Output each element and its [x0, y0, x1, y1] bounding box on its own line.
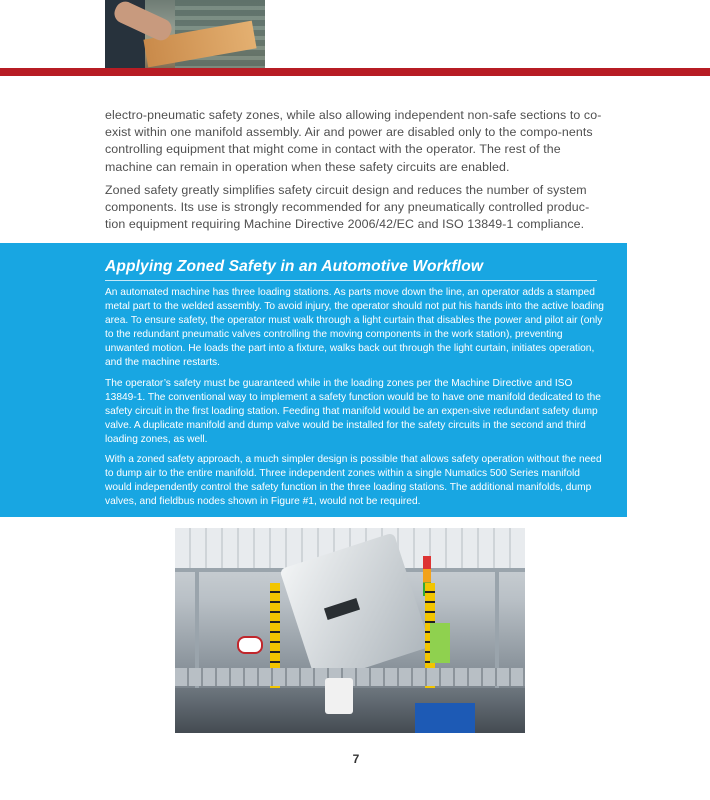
callout-title: Applying Zoned Safety in an Automotive Workflow [105, 258, 484, 275]
callout-paragraph: With a zoned safety approach, a much simpler design is possible that allows safety operation without the need to dump air to the entire manifold. Three independent zones within a single Numatics 500 Series manifold would independently control the safety function in the three loading stations. The additional manifolds, dump valves, and fieldbus nodes shown in Figure #1, would not be required. [105, 454, 602, 508]
intro-paragraph: electro-pneumatic safety zones, while also allowing independent non-safe sections to co-exist within one manifold assembly. Air and power are disabled only to the compo-nents controlling equipment that might come in contact with the operator. The rest of the machine can remain in operation when these safety circuits are enabled. [105, 108, 602, 174]
intro-text [105, 107, 605, 239]
callout-body [105, 286, 605, 515]
callout-divider [105, 280, 597, 281]
callout-paragraph: The operator’s safety must be guaranteed while in the loading zones per the Machine Directive and ISO 13849-1. The conventional way to implement a safety function would be to have one manifold dedicated to the safety circuit in the first loading station. Feeding that manifold would be an expen-sive redundant safety dump valve. A duplicate manifold and dump valve would be installed for the safety circuits in the second and third loading zones, as well. [105, 377, 601, 445]
factory-photo [175, 528, 525, 733]
page-number: 7 [352, 752, 360, 766]
callout-paragraph: An automated machine has three loading stations. As parts move down the line, an operator adds a stamped metal part to the welded assembly. To avoid injury, the operator should not put his hands into the active loading area. To ensure safety, the operator must walk through a light curtain that disables the power and pilot air (only to the redundant pneumatic valves controlling the moving components in the work station), preventing unwanted motion. He loads the part into a fixture, walks back out through the light curtain, initiates operation, and the machine restarts. [105, 287, 604, 369]
top-photo [105, 0, 265, 68]
header-rule [0, 68, 710, 76]
intro-paragraph: Zoned safety greatly simplifies safety circuit design and reduces the number of system components. Its use is strongly recommended for any pneumatically controlled produc-tion equipment requiring Machine Directive 2006/42/EC and ISO 13849-1 compliance. [105, 182, 590, 232]
